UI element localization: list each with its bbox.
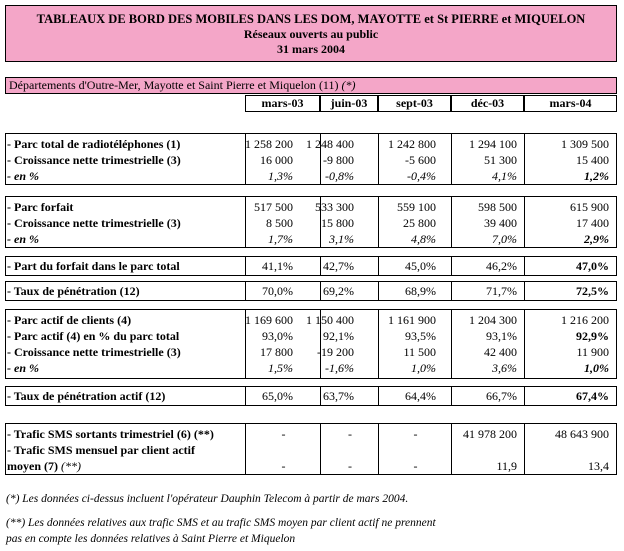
cell-value: 64,4% — [405, 389, 436, 403]
cell-value: 1 150 400 — [306, 313, 354, 327]
cell-value: 71,7% — [486, 284, 517, 298]
cell-value: 533 300 — [315, 200, 354, 214]
cell-value: 1 204 300 — [469, 313, 517, 327]
cell-value: 17 800 — [260, 345, 293, 359]
cell-value: 559 100 — [397, 200, 436, 214]
cell-value: 11 500 — [403, 345, 436, 359]
column-header-mars-04: mars-04 — [524, 95, 617, 112]
cell-value: 45,0% — [405, 259, 436, 273]
cell-value: 1 216 200 — [561, 313, 609, 327]
cell-value: 1 258 200 — [245, 137, 293, 151]
row-label: - Trafic SMS mensuel par client actif — [7, 443, 195, 457]
row-label: - en % — [7, 232, 39, 246]
section-note-ref: (11) — [318, 78, 339, 92]
cell-value: 598 500 — [478, 200, 517, 214]
table-row — [6, 312, 616, 328]
cell-value: 11,9 — [496, 459, 517, 473]
row-label: moyen (7) (**) — [7, 459, 81, 473]
cell-value: - — [413, 459, 418, 473]
cell-value: 3,6% — [492, 361, 517, 375]
cell-value: 25 800 — [403, 216, 436, 230]
table-row — [6, 258, 616, 274]
table-row — [6, 231, 616, 247]
cell-value: 69,2% — [323, 284, 354, 298]
cell-value: - — [348, 427, 352, 441]
cell-value: 1 309 500 — [561, 137, 609, 151]
table-group — [5, 386, 617, 406]
cell-value: 3,1% — [329, 232, 354, 246]
section-header — [5, 77, 617, 94]
row-label: - Trafic SMS sortants trimestriel (6) (**) — [7, 427, 214, 441]
report-subtitle: Réseaux ouverts au public — [243, 27, 379, 41]
table-row — [6, 215, 616, 231]
cell-value: 1 242 800 — [388, 137, 436, 151]
cell-value: 51 300 — [484, 153, 517, 167]
row-label: - Taux de pénétration (12) — [7, 284, 140, 298]
cell-value: 41 978 200 — [463, 427, 517, 441]
cell-value: 92,1% — [323, 329, 354, 343]
cell-value: 1,7% — [268, 232, 293, 246]
cell-value: 13,4 — [588, 459, 609, 473]
cell-value: 11 900 — [576, 345, 609, 359]
cell-value: 42,7% — [323, 259, 354, 273]
cell-value: -5 600 — [405, 153, 436, 167]
cell-value: 1,3% — [268, 169, 293, 183]
footnote-1: (*) Les données ci-dessus incluent l'opérateur Dauphin Telecom à partir de mars 2004. — [6, 493, 409, 505]
table-group — [5, 423, 617, 475]
row-label: - Croissance nette trimestrielle (3) — [7, 345, 181, 359]
report-date: 31 mars 2004 — [277, 42, 345, 56]
row-label: - en % — [7, 361, 39, 375]
report-title-box — [5, 5, 617, 62]
cell-value: 16 000 — [260, 153, 293, 167]
cell-value: 4,8% — [411, 232, 436, 246]
cell-value: - — [281, 459, 286, 473]
table-group — [5, 309, 617, 379]
cell-value: - — [413, 427, 418, 441]
row-label: - Parc actif (4) en % du parc total — [7, 329, 180, 343]
cell-value: 1,2% — [584, 169, 609, 183]
cell-value: 63,7% — [323, 389, 354, 403]
row-label: - Parc actif de clients (4) — [7, 313, 132, 327]
cell-value: -0,8% — [325, 169, 354, 183]
cell-value: 66,7% — [486, 389, 517, 403]
column-header-sept-03: sept-03 — [378, 95, 451, 112]
cell-value: 39 400 — [484, 216, 517, 230]
row-label-note: (**) — [58, 459, 81, 473]
row-label: - Croissance nette trimestrielle (3) — [7, 216, 181, 230]
column-header-mars-03: mars-03 — [245, 95, 320, 112]
cell-value: - — [348, 459, 352, 473]
table-row — [6, 199, 616, 215]
cell-value: -19 200 — [317, 345, 354, 359]
footnote-3: pas en compte les données relatives à Saint Pierre et Miquelon — [6, 533, 296, 545]
table-group — [5, 281, 617, 301]
table-row — [6, 442, 616, 458]
cell-value: 517 500 — [254, 200, 293, 214]
report-title: TABLEAUX DE BORD DES MOBILES DANS LES DOM, MAYOTTE et St PIERRE et MIQUELON — [36, 12, 586, 26]
cell-value: - — [281, 427, 286, 441]
table-group — [5, 256, 617, 276]
cell-value: 8 500 — [266, 216, 293, 230]
section-title: Départements d'Outre-Mer, Mayotte et Saint Pierre et Miquelon — [9, 78, 316, 92]
cell-value: 93,0% — [262, 329, 293, 343]
cell-value: 46,2% — [486, 259, 517, 273]
cell-value: -1,6% — [325, 361, 354, 375]
cell-value: 48 643 900 — [555, 427, 609, 441]
cell-value: 15 400 — [576, 153, 609, 167]
table-group — [5, 196, 617, 248]
cell-value: 68,9% — [405, 284, 436, 298]
cell-value: 1 161 900 — [388, 313, 436, 327]
cell-value: -0,4% — [407, 169, 436, 183]
table-row — [6, 458, 616, 474]
cell-value: 93,5% — [405, 329, 436, 343]
row-label: - Croissance nette trimestrielle (3) — [7, 153, 181, 167]
footnote-2: (**) Les données relatives aux trafic SMS et au trafic SMS moyen par client actif ne prennent — [6, 517, 436, 529]
table-row — [6, 328, 616, 344]
table-row — [6, 388, 616, 404]
cell-value: -9 800 — [323, 153, 354, 167]
cell-value: 615 900 — [570, 200, 609, 214]
cell-value: 42 400 — [484, 345, 517, 359]
row-label: - Part du forfait dans le parc total — [7, 259, 180, 273]
cell-value: 1,5% — [268, 361, 293, 375]
cell-value: 1,0% — [411, 361, 436, 375]
cell-value: 65,0% — [262, 389, 293, 403]
cell-value: 4,1% — [492, 169, 517, 183]
row-label: - Taux de pénétration actif (12) — [7, 389, 166, 403]
cell-value: 72,5% — [576, 284, 609, 298]
table-row — [6, 360, 616, 376]
cell-value: 67,4% — [576, 389, 609, 403]
table-row — [6, 283, 616, 299]
table-row — [6, 426, 616, 442]
row-label: - en % — [7, 169, 39, 183]
column-header-juin-03: juin-03 — [320, 95, 378, 112]
cell-value: 92,9% — [576, 329, 609, 343]
cell-value: 7,0% — [492, 232, 517, 246]
cell-value: 17 400 — [576, 216, 609, 230]
cell-value: 93,1% — [486, 329, 517, 343]
cell-value: 2,9% — [584, 232, 609, 246]
cell-value: 70,0% — [262, 284, 293, 298]
table-group — [5, 133, 617, 185]
cell-value: 1 248 400 — [306, 137, 354, 151]
table-row — [6, 344, 616, 360]
cell-value: 1 294 100 — [469, 137, 517, 151]
section-star: (*) — [341, 78, 356, 92]
cell-value: 1 169 600 — [245, 313, 293, 327]
row-label: - Parc forfait — [7, 200, 74, 214]
cell-value: 15 800 — [321, 216, 354, 230]
cell-value: 41,1% — [262, 259, 293, 273]
column-header-déc-03: déc-03 — [451, 95, 524, 112]
table-row — [6, 168, 616, 184]
table-row — [6, 152, 616, 168]
table-row — [6, 136, 616, 152]
cell-value: 1,0% — [584, 361, 609, 375]
row-label: - Parc total de radiotéléphones (1) — [7, 137, 181, 151]
cell-value: 47,0% — [576, 259, 609, 273]
